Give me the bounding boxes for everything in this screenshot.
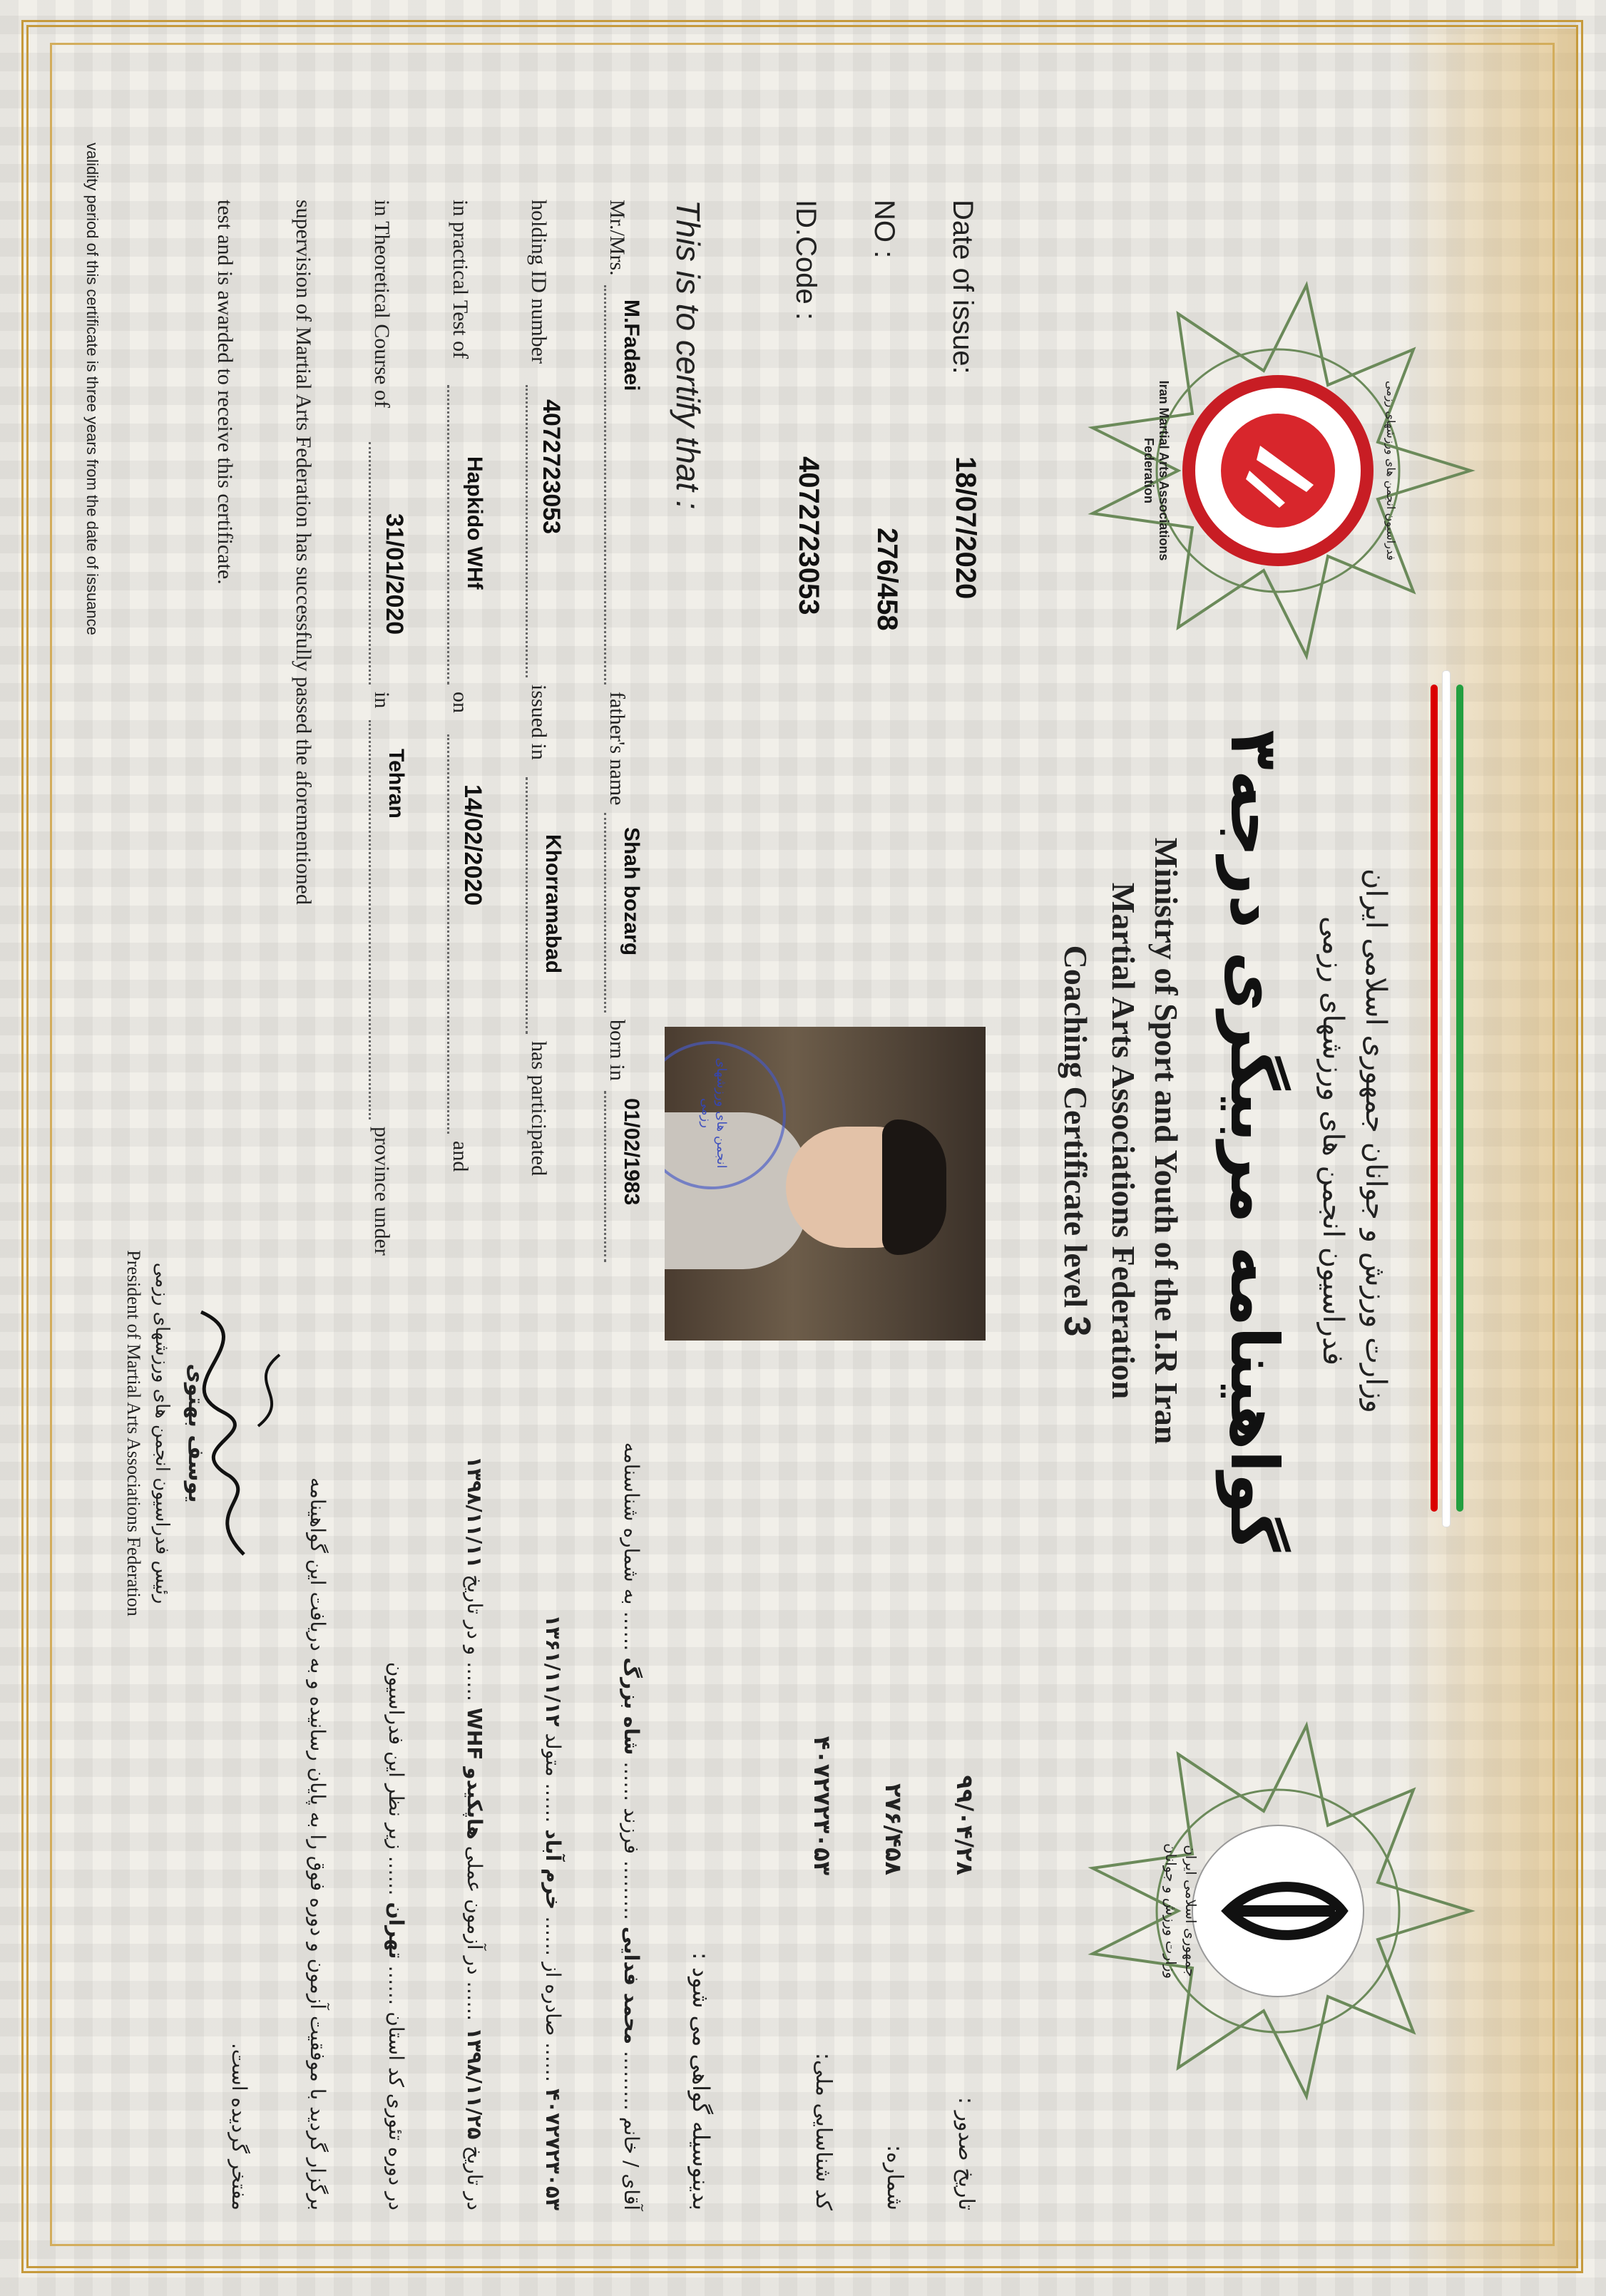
test-date-fa: ۱۳۹۸/۱۱/۲۵	[463, 2027, 486, 2140]
mr-fa-label: آقای / خانم	[620, 2116, 643, 2210]
on-label: on	[449, 692, 472, 713]
city-fa: تهران	[384, 1902, 408, 1959]
martial-style-fa: هاپکیدو WHF	[463, 1708, 486, 1840]
photo-stamp-text: انجمن های ورزشهای رزمی	[699, 1057, 729, 1169]
issued-fa-label: صادره از	[541, 1962, 565, 2036]
born-date-en: 01/02/1983	[620, 1098, 643, 1206]
holder-name-en: M.Fadaei	[620, 299, 643, 391]
theory-date-en: 31/01/2020	[381, 513, 408, 635]
id-code-value: 4072723053	[793, 456, 824, 615]
federation-emblem	[1078, 271, 1478, 670]
fa-line-1: آقای / خانم ……… محمد فدایی ……… فرزند …… شاه بزرگ …… به شماره شناسنامه	[620, 1442, 643, 2210]
martial-style-en: Hapkido WHf	[463, 456, 486, 590]
theory-date-fa: ۱۳۹۸/۱۱/۱۱	[463, 1456, 486, 1569]
certify-intro: This is to certify that :	[670, 200, 707, 510]
father-name-en: Shah bozarg	[620, 827, 643, 956]
id-code-label: ID.Code :	[790, 200, 822, 320]
father-label: father's name	[605, 692, 629, 806]
president-name: یوسف بهتوی	[183, 1363, 208, 1503]
ministry-emblem-caption-2: وزارت ورزش و جوانان	[1162, 1843, 1180, 1979]
fa-line-3: در تاریخ ۱۳۹۸/۱۱/۲۵ …… در آزمون عملی هاپکیدو WHF …… و در تاریخ ۱۳۹۸/۱۱/۱۱	[463, 1456, 486, 2210]
president-signature	[151, 1298, 308, 1569]
president-title-en: President of Martial Arts Associations Federation	[123, 1250, 144, 1616]
number-value: 276/458	[871, 528, 903, 631]
mr-label: Mr./Mrs.	[605, 200, 629, 276]
ministry-fa: وزارت ورزش و جوانان جمهوری اسلامی ایران	[1359, 868, 1392, 1413]
federation-fa-label: زیر نظر این فدراسیون	[384, 1661, 408, 1850]
federation-en: Martial Arts Associations Federation	[1105, 882, 1142, 1400]
certificate-level-en	[1055, 713, 1098, 1569]
date-of-issue-label: Date of issue:	[947, 200, 978, 374]
flag-red-stripe	[1431, 685, 1438, 1512]
ministry-en: Ministry of Sport and Youth of the I.R Iran	[1148, 837, 1185, 1445]
date-of-issue-fa-value: ۹۹/۰۴/۲۸	[951, 1775, 978, 1875]
id-code-fa-value: ۴۰۷۲۷۲۳۰۵۳	[809, 1736, 836, 1875]
issued-city-en: Khorramabad	[541, 834, 565, 974]
practical-label: in practical Test of	[449, 200, 472, 359]
flag-green-stripe	[1456, 685, 1463, 1512]
supervision-text: supervision of Martial Arts Federation has successfully passed the aforementioned	[292, 200, 315, 905]
holder-name-fa: محمد فدایی	[620, 1926, 643, 2045]
in-label: in	[370, 692, 394, 709]
and-label: and	[449, 1141, 472, 1172]
certificate-label: Coaching Certificate level	[1058, 945, 1094, 1308]
practical-date-en: 14/02/2020	[459, 784, 486, 906]
validity-note: validity period of this certificate is three years from the date of issuance	[83, 143, 101, 635]
number-label: NO :	[869, 200, 900, 259]
test-fa-label: در آزمون عملی	[463, 1845, 486, 1975]
flag-white-stripe	[1442, 670, 1451, 1527]
born-fa-label: متولد	[541, 1733, 565, 1777]
number-fa-label: شماره:	[882, 2145, 907, 2210]
and-date-fa-label: و در تاریخ	[463, 1574, 486, 1656]
level-value: 3	[1056, 1316, 1098, 1337]
emblem-caption-fa: فدراسیون انجمن های ورزشهای رزمی	[1384, 380, 1398, 561]
child-fa-label: فرزند	[620, 1808, 643, 1855]
ministry-emblem	[1078, 1711, 1478, 2111]
holding-label: holding ID number	[527, 200, 551, 364]
fa-line-4: در دوره تئوری کد استان …… تهران …… زیر نظر این فدراسیون	[384, 1661, 408, 2210]
date-of-issue-fa-label: تاریخ صدور :	[953, 2096, 978, 2210]
holder-photo	[665, 1027, 986, 1341]
born-date-fa: ۱۳۶۱/۱۱/۱۲	[541, 1614, 565, 1727]
id-code-fa-label: کد شناسایی ملی:	[811, 2052, 836, 2210]
theoretical-label: in Theoretical Course of	[370, 200, 394, 408]
date-of-issue-value: 18/07/2020	[950, 456, 981, 600]
person-hair	[882, 1119, 946, 1255]
president-title-fa: رئیس فدراسیون انجمن های ورزشهای رزمی	[151, 1262, 173, 1604]
number-fa-value: ۲۷۶/۴۵۸	[880, 1783, 907, 1875]
fa-line-5: برگزار گردید با موفقیت آزمون و دوره فوق را به پایان رسانیده و به دریافت این گواهینامه	[306, 1477, 329, 2210]
federation-fa: فدراسیون انجمن های ورزشهای رزمی	[1316, 916, 1349, 1366]
id-number-fa: ۴۰۷۲۷۲۳۰۵۳	[541, 2089, 565, 2210]
fa-line-6: مفتخر گردیده است.	[227, 2043, 251, 2210]
id-fa-label: به شماره شناسنامه	[620, 1442, 643, 1605]
course-fa-label: در دوره تئوری کد استان	[384, 2011, 408, 2210]
born-label: born in	[605, 1020, 629, 1081]
issued-label: issued in	[527, 685, 551, 760]
page-title: گواهینامه مربیگری درجه۳	[1216, 729, 1292, 1552]
emblem-caption: Iran Martial Arts Associations Federation	[1142, 380, 1171, 561]
issued-city-fa: خرم آباد	[541, 1829, 565, 1910]
city-en: Tehran	[384, 749, 408, 819]
fa-line-2: ۴۰۷۲۷۲۳۰۵۳ …… صادره از …… خرم آباد …… متولد ۱۳۶۱/۱۱/۱۲	[541, 1614, 565, 2210]
certify-intro-fa: بدینوسیله گواهی می شود :	[687, 1952, 715, 2210]
in-date-fa-label: در تاریخ	[463, 2146, 486, 2210]
ministry-emblem-caption-1: جمهوری اسلامی ایران	[1182, 1845, 1200, 1977]
id-number-en: 4072723053	[538, 399, 565, 535]
father-name-fa: شاه بزرگ	[620, 1657, 643, 1756]
participated-label: has participated	[527, 1041, 551, 1177]
awarded-text: test and is awarded to receive this certificate.	[213, 200, 237, 585]
province-label: province under	[370, 1127, 394, 1256]
